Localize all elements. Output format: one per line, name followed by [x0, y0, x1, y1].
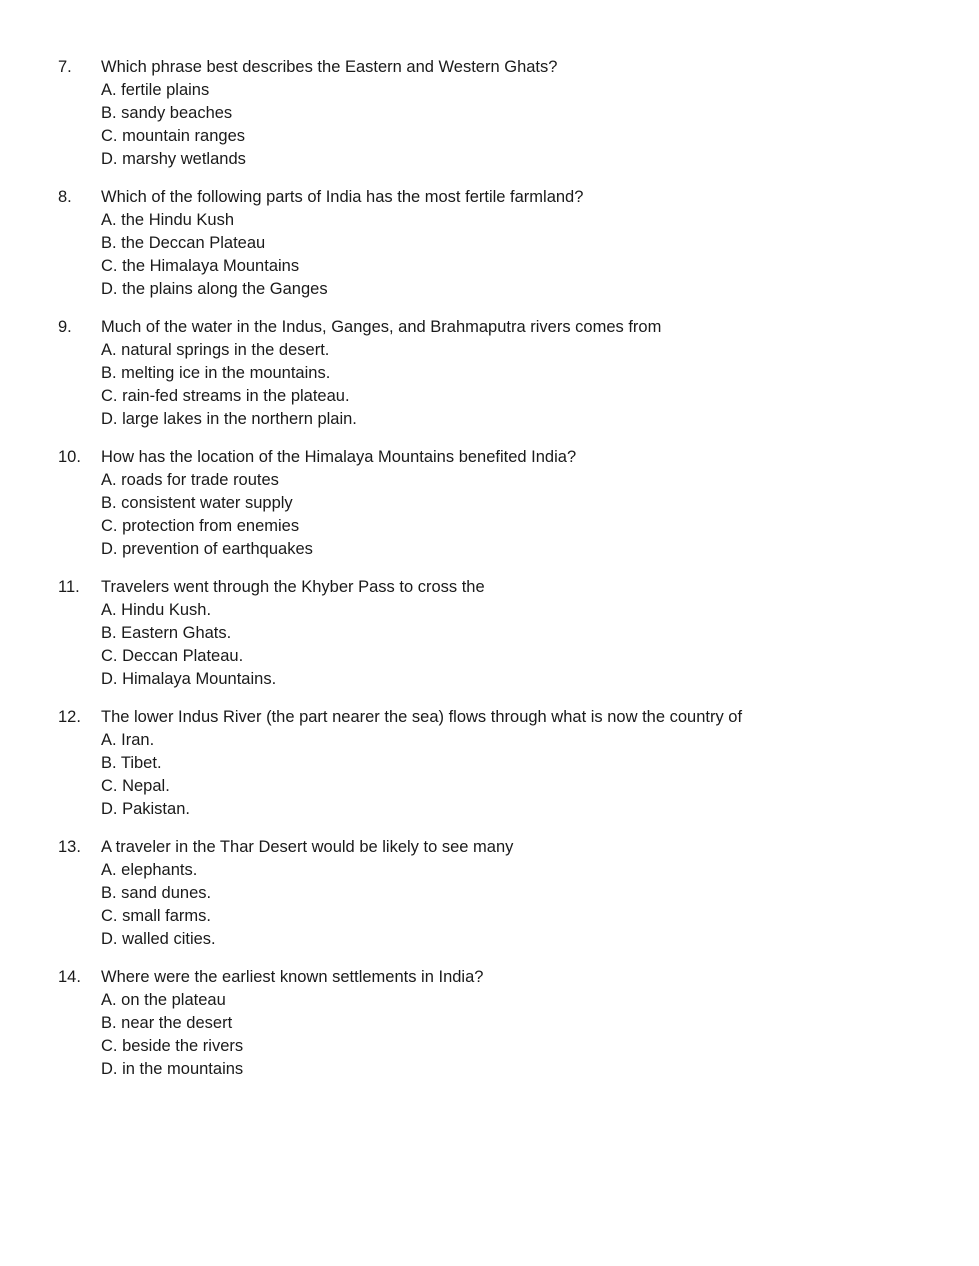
answer-choices	[58, 469, 938, 561]
question-number: 14.	[58, 968, 81, 986]
question-7	[58, 56, 938, 171]
answer-choice-b: B. sand dunes.	[101, 884, 212, 902]
answer-choice-c: C. the Himalaya Mountains	[101, 257, 300, 275]
answer-choices	[58, 339, 938, 431]
answer-choice-c: C. beside the rivers	[101, 1037, 244, 1055]
question-line	[58, 316, 938, 339]
question-number: 13.	[58, 838, 81, 856]
answer-choice-a: A. Hindu Kush.	[101, 601, 212, 619]
question-text: A traveler in the Thar Desert would be likely to see many	[101, 838, 514, 856]
answer-choice-b: B. near the desert	[101, 1014, 233, 1032]
answer-choices	[58, 729, 938, 821]
question-text: Which of the following parts of India has the most fertile farmland?	[101, 188, 584, 206]
question-12	[58, 706, 938, 821]
answer-choice-b: B. Tibet.	[101, 754, 162, 772]
question-10	[58, 446, 938, 561]
question-9	[58, 316, 938, 431]
question-line	[58, 446, 938, 469]
quiz-question-list	[58, 56, 938, 1096]
question-11	[58, 576, 938, 691]
answer-choice-b: B. Eastern Ghats.	[101, 624, 232, 642]
question-text: Much of the water in the Indus, Ganges, and Brahmaputra rivers comes from	[101, 318, 662, 336]
answer-choice-d: D. walled cities.	[101, 930, 216, 948]
answer-choice-d: D. the plains along the Ganges	[101, 280, 328, 298]
answer-choice-d: D. Pakistan.	[101, 800, 190, 818]
question-text: Travelers went through the Khyber Pass to cross the	[101, 578, 485, 596]
question-13	[58, 836, 938, 951]
answer-choice-d: D. marshy wetlands	[101, 150, 246, 168]
answer-choice-a: A. the Hindu Kush	[101, 211, 234, 229]
question-line	[58, 966, 938, 989]
question-number: 10.	[58, 448, 81, 466]
answer-choice-b: B. melting ice in the mountains.	[101, 364, 331, 382]
answer-choice-b: B. sandy beaches	[101, 104, 233, 122]
answer-choices	[58, 79, 938, 171]
answer-choices	[58, 599, 938, 691]
question-number: 7.	[58, 58, 72, 76]
answer-choice-d: D. in the mountains	[101, 1060, 244, 1078]
answer-choice-a: A. natural springs in the desert.	[101, 341, 330, 359]
question-number: 8.	[58, 188, 72, 206]
question-text: How has the location of the Himalaya Mountains benefited India?	[101, 448, 577, 466]
answer-choice-d: D. prevention of earthquakes	[101, 540, 313, 558]
question-number: 12.	[58, 708, 81, 726]
answer-choice-c: C. mountain ranges	[101, 127, 245, 145]
question-text: Where were the earliest known settlements in India?	[101, 968, 484, 986]
answer-choices	[58, 989, 938, 1081]
answer-choice-c: C. small farms.	[101, 907, 212, 925]
answer-choice-d: D. large lakes in the northern plain.	[101, 410, 357, 428]
question-8	[58, 186, 938, 301]
answer-choice-a: A. Iran.	[101, 731, 155, 749]
answer-choice-d: D. Himalaya Mountains.	[101, 670, 277, 688]
answer-choice-a: A. on the plateau	[101, 991, 226, 1009]
answer-choice-b: B. consistent water supply	[101, 494, 293, 512]
question-line	[58, 56, 938, 79]
question-line	[58, 706, 938, 729]
question-line	[58, 186, 938, 209]
answer-choice-b: B. the Deccan Plateau	[101, 234, 266, 252]
answer-choices	[58, 859, 938, 951]
question-text: Which phrase best describes the Eastern and Western Ghats?	[101, 58, 558, 76]
answer-choice-a: A. elephants.	[101, 861, 198, 879]
answer-choice-a: A. fertile plains	[101, 81, 210, 99]
answer-choice-c: C. Deccan Plateau.	[101, 647, 244, 665]
answer-choice-a: A. roads for trade routes	[101, 471, 279, 489]
question-number: 9.	[58, 318, 72, 336]
question-number: 11.	[58, 578, 80, 596]
question-line	[58, 836, 938, 859]
answer-choices	[58, 209, 938, 301]
question-14	[58, 966, 938, 1081]
answer-choice-c: C. Nepal.	[101, 777, 170, 795]
question-text: The lower Indus River (the part nearer the sea) flows through what is now the country of	[101, 708, 743, 726]
question-line	[58, 576, 938, 599]
answer-choice-c: C. protection from enemies	[101, 517, 300, 535]
answer-choice-c: C. rain-fed streams in the plateau.	[101, 387, 350, 405]
